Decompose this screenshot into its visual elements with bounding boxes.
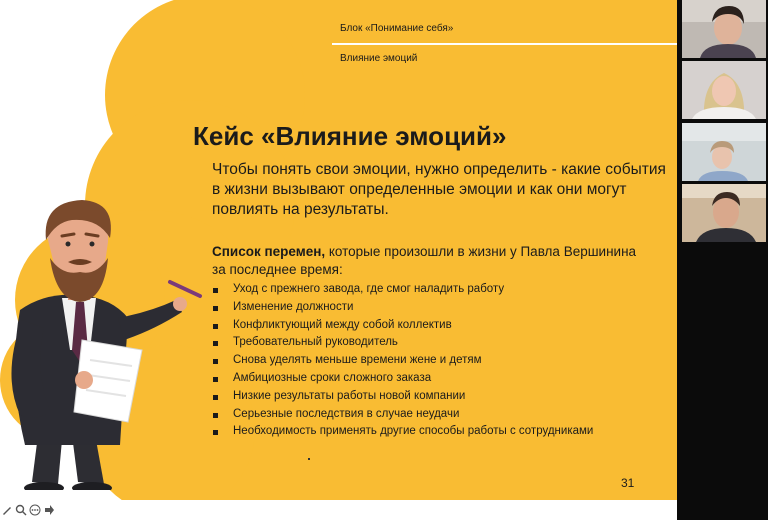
list-heading-rest: которые произошли в жизни у Павла Вершинина за последнее время: — [212, 244, 637, 277]
stray-dot — [308, 458, 310, 460]
intro-text: Чтобы понять свои эмоции, нужно определить - какие события в жизни вызывают определенные эмоции и как они могут повлиять на результаты. — [212, 161, 666, 218]
changes-list — [213, 281, 593, 441]
list-item: Снова уделять меньше времени жене и детям — [213, 352, 593, 370]
participant-video-3[interactable] — [682, 123, 766, 181]
list-heading — [212, 243, 652, 279]
list-item: Серьезные последствия в случае неудачи — [213, 406, 593, 424]
list-item: Изменение должности — [213, 299, 593, 317]
subsection-label: Влияние эмоций — [340, 53, 418, 64]
more-options-icon[interactable] — [29, 504, 41, 516]
zoom-icon[interactable] — [15, 504, 27, 516]
participants-panel — [677, 0, 768, 520]
list-item: Амбициозные сроки сложного заказа — [213, 370, 593, 388]
slide-title: Кейс «Влияние эмоций» — [193, 121, 507, 151]
pen-tool-icon[interactable] — [1, 504, 13, 516]
participant-video-2[interactable] — [682, 61, 766, 119]
list-heading-bold: Список перемен, — [212, 244, 326, 259]
slideshow-toolbar — [0, 500, 677, 520]
list-item: Уход с прежнего завода, где смог наладить работу — [213, 281, 593, 299]
list-item: Требовательный руководитель — [213, 334, 593, 352]
header-divider — [332, 43, 677, 45]
section-label: Блок «Понимание себя» — [340, 23, 454, 34]
businessman-illustration — [0, 200, 210, 490]
page-number: 31 — [621, 476, 635, 490]
list-item: Необходимость применять другие способы работы с сотрудниками — [213, 423, 593, 441]
participant-video-1[interactable] — [682, 0, 766, 58]
list-item: Конфликтующий между собой коллектив — [213, 317, 593, 335]
participant-video-4[interactable] — [682, 184, 766, 242]
next-slide-icon[interactable] — [43, 504, 55, 516]
list-item: Низкие результаты работы новой компании — [213, 388, 593, 406]
